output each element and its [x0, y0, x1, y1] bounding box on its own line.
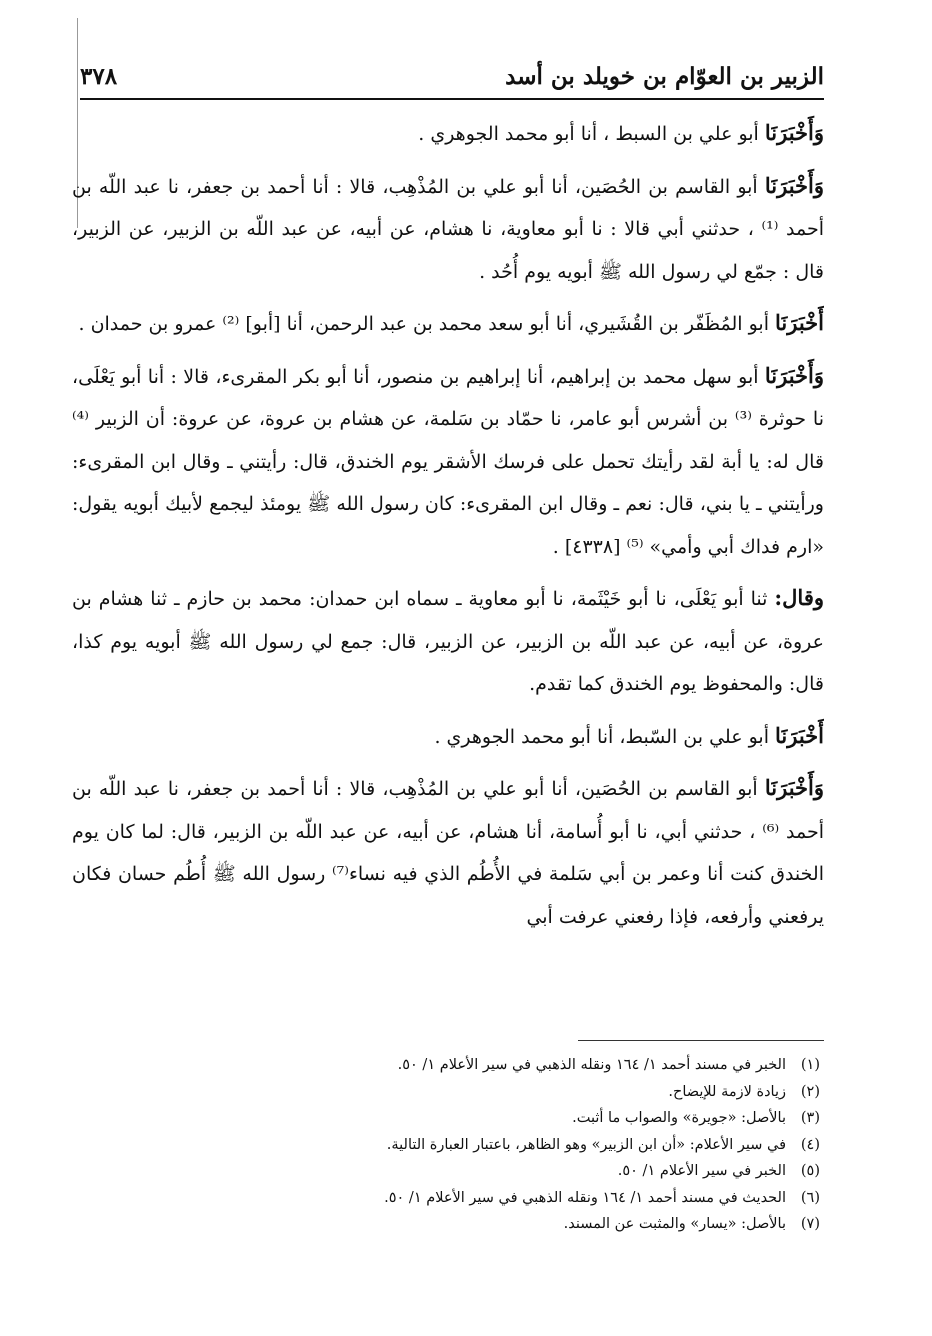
- paragraph: [72, 715, 824, 759]
- footnote-text: زيادة لازمة للإيضاح.: [668, 1083, 786, 1100]
- running-title: الزبير بن العوّام بن خويلد بن أسد: [505, 62, 824, 90]
- footnote-number: (٧): [800, 1216, 820, 1232]
- footnote-text: الخبر في مسند أحمد ١/ ١٦٤ ونقله الذهبي في سير الأعلام ١/ ٥٠.: [397, 1057, 786, 1073]
- footnote: [250, 1185, 820, 1212]
- paragraph: [72, 112, 824, 156]
- footnote-text: الحديث في مسند أحمد ١/ ١٦٤ ونقله الذهبي في سير الأعلام ١/ ٥٠.: [384, 1189, 786, 1206]
- footnote-number: (٣): [800, 1110, 820, 1126]
- paragraph: [72, 302, 824, 346]
- chain-keyword: وَأَخْبَرَنَا: [764, 120, 824, 145]
- paragraph-text: أبو علي بن السبط ، أنا أبو محمد الجوهري .: [418, 123, 765, 145]
- footnote-number: (٤): [800, 1136, 820, 1153]
- footnote: [250, 1211, 820, 1238]
- chain-keyword: وَأَخْبَرَنَا: [764, 775, 824, 800]
- chain-keyword: وَأَخْبَرَنَا: [764, 172, 824, 198]
- footnote-text: الخبر في سير الأعلام ١/ ٥٠.: [617, 1163, 786, 1179]
- footnote-number: (٥): [800, 1163, 820, 1179]
- paragraph: [72, 767, 824, 938]
- footnote-text: بالأصل: «جويرة» والصواب ما أثبت.: [572, 1110, 786, 1126]
- footnote-text: في سير الأعلام: «أن ابن الزبير» وهو الظاهر، باعتبار العبارة التالية.: [386, 1136, 786, 1153]
- chain-keyword: أَخْبَرَنَا: [775, 722, 824, 748]
- footnote-text: بالأصل: «يسار» والمثبت عن المسند.: [563, 1216, 786, 1232]
- footnotes: [250, 1052, 820, 1282]
- footnote-number: (٢): [800, 1083, 820, 1100]
- chain-keyword: وقال:: [774, 585, 824, 610]
- footnote: [250, 1132, 820, 1159]
- paragraph-text: أبو القاسم بن الحُصَين، أنا أبو علي بن المُذْهِب، قالا : أنا أحمد بن جعفر، نا عبد اللّه بن أحمد ⁽¹⁾ ، حدثني أبي قالا : نا أبو معاوية، نا هشام، عن أبيه، عن عبد اللّه بن الزبير، عن الزبير، قال : جمّع لي رسول الله ﷺ أبويه يوم أُحُد .: [72, 175, 824, 283]
- header-rule: [80, 98, 824, 100]
- paragraph-text: أبو المُظَفّر بن القُشَيري، أنا أبو سعد محمد بن عبد الرحمن، أنا [أبو] ⁽²⁾ عمرو بن حمدان .: [78, 313, 776, 335]
- paragraph-text: ثنا أبو يَعْلَى، نا أبو خَيْثَمة، نا أبو معاوية ـ سماه ابن حمدان: محمد بن حازم ـ ثنا هشام بن عروة، عن أبيه، عن عبد اللّه بن الزبير، عن الزبير، قال: جمع لي رسول الله ﷺ أبويه يوم كذا، قال: والمحفوظ يوم الخندق كما تقدم.: [72, 588, 824, 695]
- footnote-number: (٦): [800, 1189, 820, 1206]
- page-header: [80, 58, 824, 94]
- footnote: [250, 1158, 820, 1185]
- paragraph-text: أبو علي بن السّبط، أنا أبو محمد الجوهري .: [434, 725, 776, 748]
- paragraph-text: أبو سهل محمد بن إبراهيم، أنا إبراهيم بن منصور، أنا أبو بكر المقرىء، قالا : أنا أبو يَعْلَى، نا حوثرة ⁽³⁾ بن أشرس أبو عامر، نا حمّاد بن سَلمة، عن هشام بن عروة، عن عروة: أن الزبير ⁽⁴⁾ قال له: يا أبة لقد رأيتك تحمل على فرسك الأشقر يوم الخندق، قال: رأيتني ـ وقال ابن المقرىء: ورأيتني ـ يا بني، قال: نعم ـ وقال ابن المقرىء: كان رسول الله ﷺ يومئذ ليجمع لأبيك أبويه يقول: «ارم فداك أبي وأمي» ⁽⁵⁾ [٤٣٣٨] .: [72, 365, 824, 558]
- paragraph: [72, 577, 824, 706]
- page-number: ٣٧٨: [80, 62, 118, 90]
- chain-keyword: وَأَخْبَرَنَا: [764, 362, 824, 388]
- footnote-rule: [578, 1040, 824, 1041]
- chain-keyword: أَخْبَرَنَا: [775, 310, 824, 335]
- footnote: [250, 1052, 820, 1079]
- footnote: [250, 1105, 820, 1132]
- paragraph: [72, 165, 824, 294]
- paragraph: [72, 355, 824, 569]
- paragraph-text: أبو القاسم بن الحُصَين، أنا أبو علي بن المُذْهِب، قالا : أنا أحمد بن جعفر، نا عبد اللّه بن أحمد ⁽⁶⁾ ، حدثني أبي، نا أبو أُسامة، أنا هشام، عن أبيه، عن عبد اللّه بن الزبير، قال: لما كان يوم الخندق كنت أنا وعمر بن أبي سَلمة في الأُطُم الذي فيه نساء⁽⁷⁾ رسول الله ﷺ أُطُم حسان فكان يرفعني وأرفعه، فإذا رفعني عرفت أبي: [72, 778, 824, 928]
- footnote-number: (١): [800, 1057, 820, 1073]
- footnote: [250, 1079, 820, 1106]
- main-text: [72, 112, 824, 1012]
